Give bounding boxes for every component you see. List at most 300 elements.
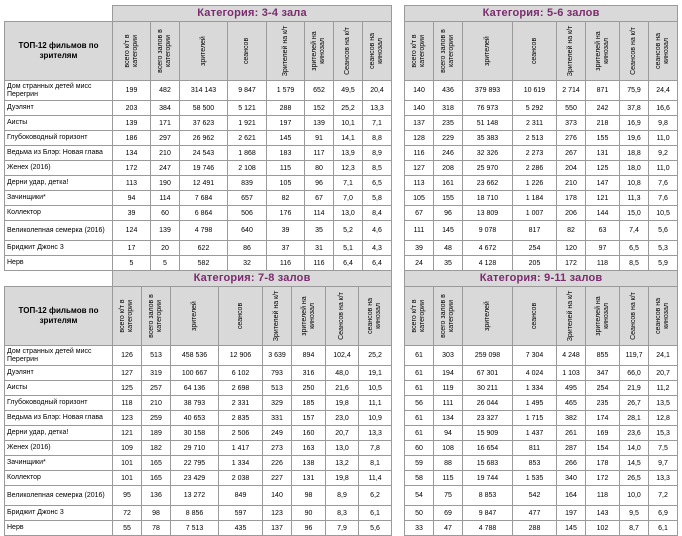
cell-value: 8,3 bbox=[326, 506, 359, 521]
cell-value: 7,1 bbox=[334, 176, 363, 191]
cell-value: 105 bbox=[405, 191, 434, 206]
cell-value: 303 bbox=[434, 346, 463, 366]
col-header: всего к/т в категории bbox=[123, 34, 139, 68]
cell-value: 138 bbox=[292, 456, 326, 471]
cell-value: 26,5 bbox=[620, 471, 649, 486]
cell-value: 319 bbox=[142, 366, 171, 381]
cell-value: 11,0 bbox=[649, 131, 678, 146]
cell-value: 60 bbox=[151, 206, 180, 221]
cell-value: 121 bbox=[113, 426, 142, 441]
cell-value: 247 bbox=[151, 161, 180, 176]
cell-value: 22 795 bbox=[171, 456, 219, 471]
cell-value: 235 bbox=[434, 116, 463, 131]
cell-value: 849 bbox=[219, 486, 263, 506]
table-row bbox=[405, 241, 678, 256]
cell-value: 2 311 bbox=[513, 116, 557, 131]
cell-value: 161 bbox=[434, 176, 463, 191]
cell-value: 111 bbox=[405, 221, 434, 241]
cell-value: 5,6 bbox=[649, 221, 678, 241]
cell-value: 259 bbox=[142, 411, 171, 426]
cell-value: 7 684 bbox=[180, 191, 228, 206]
cell-value: 14,1 bbox=[334, 131, 363, 146]
cell-value: 242 bbox=[586, 101, 620, 116]
cell-value: 101 bbox=[113, 456, 142, 471]
cell-value: 23,6 bbox=[620, 426, 649, 441]
cell-value: 10,1 bbox=[334, 116, 363, 131]
col-header: сеансов на кинозал bbox=[655, 32, 671, 70]
cell-value: 622 bbox=[180, 241, 228, 256]
cell-value: 96 bbox=[305, 176, 334, 191]
col-header: сеансов bbox=[236, 302, 244, 330]
cell-value: 66,0 bbox=[620, 366, 649, 381]
cell-value: 246 bbox=[434, 146, 463, 161]
cell-value: 13 809 bbox=[463, 206, 513, 221]
cell-value: 6,4 bbox=[363, 256, 392, 271]
cell-value: 178 bbox=[586, 456, 620, 471]
cell-value: 4,6 bbox=[363, 221, 392, 241]
cell-value: 839 bbox=[228, 176, 267, 191]
cell-value: 19 746 bbox=[180, 161, 228, 176]
cell-value: 114 bbox=[151, 191, 180, 206]
cell-value: 13,0 bbox=[326, 441, 359, 456]
cell-value: 513 bbox=[142, 346, 171, 366]
cell-value: 160 bbox=[292, 426, 326, 441]
cell-value: 30 211 bbox=[463, 381, 513, 396]
film-title: Нерв bbox=[5, 521, 113, 536]
cell-value: 9 847 bbox=[228, 81, 267, 101]
film-title: Женех (2016) bbox=[5, 161, 113, 176]
table-5-6 bbox=[404, 5, 678, 271]
cell-value: 6 102 bbox=[219, 366, 263, 381]
col-header: Зрителей на к/т bbox=[281, 25, 289, 77]
table-3-4 bbox=[4, 5, 392, 271]
cell-value: 88 bbox=[434, 456, 463, 471]
cell-value: 1 579 bbox=[267, 81, 305, 101]
cell-value: 37 bbox=[267, 241, 305, 256]
cell-value: 61 bbox=[405, 426, 434, 441]
table-row bbox=[5, 101, 392, 116]
cell-value: 20,4 bbox=[363, 81, 392, 101]
cell-value: 1 007 bbox=[513, 206, 557, 221]
category-header: Категория: 7-8 залов bbox=[113, 271, 392, 287]
cell-value: 54 bbox=[405, 486, 434, 506]
cell-value: 61 bbox=[405, 366, 434, 381]
cell-value: 197 bbox=[267, 116, 305, 131]
cell-value: 7,4 bbox=[620, 221, 649, 241]
cell-value: 139 bbox=[305, 116, 334, 131]
cell-value: 14,0 bbox=[620, 441, 649, 456]
cell-value: 183 bbox=[267, 146, 305, 161]
cell-value: 116 bbox=[305, 256, 334, 271]
cell-value: 250 bbox=[292, 381, 326, 396]
cell-value: 16,9 bbox=[620, 116, 649, 131]
cell-value: 5,1 bbox=[334, 241, 363, 256]
cell-value: 210 bbox=[151, 146, 180, 161]
cell-value: 5,8 bbox=[363, 191, 392, 206]
cell-value: 257 bbox=[142, 381, 171, 396]
table-row bbox=[405, 471, 678, 486]
table-row bbox=[405, 366, 678, 381]
cell-value: 75,9 bbox=[620, 81, 649, 101]
cell-value: 5 bbox=[151, 256, 180, 271]
cell-value: 118 bbox=[113, 396, 142, 411]
col-header: Зрителей на к/т bbox=[567, 290, 574, 342]
cell-value: 23 327 bbox=[463, 411, 513, 426]
table-row bbox=[405, 346, 678, 366]
cell-value: 7,0 bbox=[334, 191, 363, 206]
cell-value: 114 bbox=[305, 206, 334, 221]
table-row bbox=[405, 396, 678, 411]
table-row bbox=[5, 471, 392, 486]
film-title: Дом странных детей мисс Перегрин bbox=[5, 346, 113, 366]
cell-value: 276 bbox=[557, 131, 586, 146]
cell-value: 75 bbox=[434, 486, 463, 506]
cell-value: 15,3 bbox=[649, 426, 678, 441]
cell-value: 111 bbox=[434, 396, 463, 411]
cell-value: 7,2 bbox=[649, 486, 678, 506]
cell-value: 128 bbox=[405, 131, 434, 146]
cell-value: 2 698 bbox=[219, 381, 263, 396]
cell-value: 95 bbox=[113, 486, 142, 506]
cell-value: 316 bbox=[292, 366, 326, 381]
cell-value: 140 bbox=[405, 81, 434, 101]
film-title: Коллектор bbox=[5, 206, 113, 221]
cell-value: 17 bbox=[113, 241, 151, 256]
cell-value: 59 bbox=[405, 456, 434, 471]
table-row bbox=[5, 206, 392, 221]
cell-value: 24,1 bbox=[649, 346, 678, 366]
cell-value: 78 bbox=[142, 521, 171, 536]
col-header: сеансов на кинозал bbox=[655, 297, 671, 335]
cell-value: 297 bbox=[151, 131, 180, 146]
cell-value: 8,4 bbox=[363, 206, 392, 221]
cell-value: 597 bbox=[219, 506, 263, 521]
cell-value: 7,5 bbox=[649, 441, 678, 456]
cell-value: 6,5 bbox=[620, 241, 649, 256]
cell-value: 102 bbox=[586, 521, 620, 536]
cell-value: 190 bbox=[151, 176, 180, 191]
table-row bbox=[5, 486, 392, 506]
table-row bbox=[405, 441, 678, 456]
col-header: Зрителей на к/т bbox=[567, 25, 574, 77]
cell-value: 11,0 bbox=[649, 161, 678, 176]
cell-value: 80 bbox=[305, 161, 334, 176]
cell-value: 8,5 bbox=[620, 256, 649, 271]
cell-value: 189 bbox=[142, 426, 171, 441]
cell-value: 5,6 bbox=[359, 521, 392, 536]
cell-value: 15 683 bbox=[463, 456, 513, 471]
cell-value: 8,1 bbox=[359, 456, 392, 471]
cell-value: 2 835 bbox=[219, 411, 263, 426]
table-row bbox=[405, 456, 678, 471]
cell-value: 379 893 bbox=[463, 81, 513, 101]
cell-value: 2 714 bbox=[557, 81, 586, 101]
film-title: Зачинщики* bbox=[5, 191, 113, 206]
table-row bbox=[405, 146, 678, 161]
cell-value: 506 bbox=[228, 206, 267, 221]
cell-value: 165 bbox=[142, 456, 171, 471]
cell-value: 120 bbox=[557, 241, 586, 256]
cell-value: 118 bbox=[586, 256, 620, 271]
table-row bbox=[405, 256, 678, 271]
cell-value: 6,5 bbox=[363, 176, 392, 191]
table-row bbox=[405, 101, 678, 116]
cell-value: 331 bbox=[263, 411, 292, 426]
cell-value: 13,2 bbox=[326, 456, 359, 471]
film-title: Женех (2016) bbox=[5, 441, 113, 456]
cell-value: 9,5 bbox=[620, 506, 649, 521]
cell-value: 98 bbox=[142, 506, 171, 521]
cell-value: 58 bbox=[405, 471, 434, 486]
cell-value: 853 bbox=[513, 456, 557, 471]
cell-value: 4,3 bbox=[363, 241, 392, 256]
film-title: Аисты bbox=[5, 381, 113, 396]
cell-value: 2 513 bbox=[513, 131, 557, 146]
cell-value: 24 bbox=[405, 256, 434, 271]
table-row bbox=[405, 191, 678, 206]
cell-value: 117 bbox=[305, 146, 334, 161]
cell-value: 229 bbox=[434, 131, 463, 146]
cell-value: 174 bbox=[586, 411, 620, 426]
film-title: Коллектор bbox=[5, 471, 113, 486]
cell-value: 69 bbox=[434, 506, 463, 521]
cell-value: 550 bbox=[557, 101, 586, 116]
cell-value: 155 bbox=[434, 191, 463, 206]
cell-value: 37 623 bbox=[180, 116, 228, 131]
cell-value: 4 672 bbox=[463, 241, 513, 256]
cell-value: 9,7 bbox=[649, 456, 678, 471]
cell-value: 48 bbox=[434, 241, 463, 256]
cell-value: 13 272 bbox=[171, 486, 219, 506]
table-row bbox=[5, 366, 392, 381]
cell-value: 12 491 bbox=[180, 176, 228, 191]
cell-value: 152 bbox=[305, 101, 334, 116]
cell-value: 32 326 bbox=[463, 146, 513, 161]
film-title: Ведьма из Блэр: Новая глава bbox=[5, 146, 113, 161]
cell-value: 373 bbox=[557, 116, 586, 131]
cell-value: 140 bbox=[263, 486, 292, 506]
cell-value: 5 121 bbox=[228, 101, 267, 116]
cell-value: 1 184 bbox=[513, 191, 557, 206]
cell-value: 3 639 bbox=[263, 346, 292, 366]
cell-value: 60 bbox=[405, 441, 434, 456]
cell-value: 134 bbox=[113, 146, 151, 161]
cell-value: 145 bbox=[434, 221, 463, 241]
cell-value: 8,7 bbox=[620, 521, 649, 536]
cell-value: 194 bbox=[434, 366, 463, 381]
cell-value: 13,3 bbox=[359, 426, 392, 441]
cell-value: 131 bbox=[586, 146, 620, 161]
cell-value: 21,6 bbox=[326, 381, 359, 396]
col-header: сеансов bbox=[530, 302, 538, 330]
cell-value: 10,8 bbox=[620, 176, 649, 191]
cell-value: 139 bbox=[113, 116, 151, 131]
cell-value: 20,7 bbox=[326, 426, 359, 441]
category-header: Категория: 3-4 зала bbox=[113, 6, 392, 22]
table-row bbox=[5, 426, 392, 441]
film-title: Зачинщики* bbox=[5, 456, 113, 471]
film-title: Глубоководный горизонт bbox=[5, 396, 113, 411]
cell-value: 2 286 bbox=[513, 161, 557, 176]
cell-value: 12,3 bbox=[334, 161, 363, 176]
table-row bbox=[405, 81, 678, 101]
cell-value: 63 bbox=[586, 221, 620, 241]
cell-value: 55 bbox=[113, 521, 142, 536]
category-header: Категория: 5-6 залов bbox=[405, 6, 678, 22]
cell-value: 82 bbox=[267, 191, 305, 206]
cell-value: 254 bbox=[513, 241, 557, 256]
cell-value: 206 bbox=[557, 206, 586, 221]
cell-value: 137 bbox=[263, 521, 292, 536]
col-header: всего к/т в категории bbox=[411, 34, 426, 68]
cell-value: 109 bbox=[113, 441, 142, 456]
cell-value: 127 bbox=[405, 161, 434, 176]
film-title: Аисты bbox=[5, 116, 113, 131]
table-row bbox=[5, 411, 392, 426]
cell-value: 7,6 bbox=[649, 191, 678, 206]
cell-value: 157 bbox=[292, 411, 326, 426]
cell-value: 465 bbox=[557, 396, 586, 411]
cell-value: 123 bbox=[113, 411, 142, 426]
cell-value: 11,3 bbox=[620, 191, 649, 206]
cell-value: 113 bbox=[113, 176, 151, 191]
col-header: Сеансов на к/т bbox=[338, 292, 345, 340]
film-title: Глубоководный горизонт bbox=[5, 131, 113, 146]
cell-value: 13,9 bbox=[334, 146, 363, 161]
table-row bbox=[5, 441, 392, 456]
cell-value: 119 bbox=[434, 381, 463, 396]
cell-value: 125 bbox=[113, 381, 142, 396]
cell-value: 176 bbox=[267, 206, 305, 221]
table-row bbox=[405, 381, 678, 396]
cell-value: 67 bbox=[405, 206, 434, 221]
cell-value: 50 bbox=[405, 506, 434, 521]
cell-value: 96 bbox=[292, 521, 326, 536]
cell-value: 98 bbox=[292, 486, 326, 506]
cell-value: 817 bbox=[513, 221, 557, 241]
cell-value: 894 bbox=[292, 346, 326, 366]
cell-value: 1 103 bbox=[557, 366, 586, 381]
cell-value: 266 bbox=[557, 456, 586, 471]
cell-value: 39 bbox=[113, 206, 151, 221]
film-title: Дерни удар, детка! bbox=[5, 176, 113, 191]
cell-value: 121 bbox=[586, 191, 620, 206]
cell-value: 1 535 bbox=[513, 471, 557, 486]
film-title: Бриджит Джонс 3 bbox=[5, 241, 113, 256]
cell-value: 61 bbox=[405, 411, 434, 426]
table-row bbox=[405, 521, 678, 536]
table-row bbox=[5, 191, 392, 206]
cell-value: 154 bbox=[586, 441, 620, 456]
col-header: зрителей на кинозал bbox=[311, 31, 326, 71]
cell-value: 131 bbox=[292, 471, 326, 486]
col-header: зрителей bbox=[190, 301, 198, 331]
cell-value: 182 bbox=[142, 441, 171, 456]
cell-value: 51 148 bbox=[463, 116, 513, 131]
cell-value: 49,5 bbox=[334, 81, 363, 101]
cell-value: 82 bbox=[557, 221, 586, 241]
col-header: сеансов на кинозал bbox=[367, 297, 383, 335]
cell-value: 100 667 bbox=[171, 366, 219, 381]
table-row bbox=[5, 381, 392, 396]
film-title: Великолепная семерка (2016) bbox=[5, 486, 113, 506]
cell-value: 8 853 bbox=[463, 486, 513, 506]
cell-value: 1 437 bbox=[513, 426, 557, 441]
table-row bbox=[5, 176, 392, 191]
cell-value: 340 bbox=[557, 471, 586, 486]
cell-value: 6 864 bbox=[180, 206, 228, 221]
cell-value: 11,4 bbox=[359, 471, 392, 486]
table-row bbox=[405, 116, 678, 131]
cell-value: 26 962 bbox=[180, 131, 228, 146]
cell-value: 4 788 bbox=[463, 521, 513, 536]
cell-value: 19,6 bbox=[620, 131, 649, 146]
table-row bbox=[5, 396, 392, 411]
cell-value: 652 bbox=[305, 81, 334, 101]
cell-value: 116 bbox=[405, 146, 434, 161]
col-header: зрителей bbox=[483, 36, 491, 66]
film-title: Дом странных детей мисс Перегрин bbox=[5, 81, 113, 101]
cell-value: 436 bbox=[434, 81, 463, 101]
cell-value: 5,9 bbox=[649, 256, 678, 271]
cell-value: 314 143 bbox=[180, 81, 228, 101]
cell-value: 165 bbox=[142, 471, 171, 486]
cell-value: 26 044 bbox=[463, 396, 513, 411]
table-row bbox=[5, 256, 392, 271]
cell-value: 2 108 bbox=[228, 161, 267, 176]
cell-value: 125 bbox=[586, 161, 620, 176]
cell-value: 40 653 bbox=[171, 411, 219, 426]
col-header: зрителей на кинозал bbox=[300, 296, 316, 336]
cell-value: 6,9 bbox=[649, 506, 678, 521]
cell-value: 495 bbox=[557, 381, 586, 396]
cell-value: 86 bbox=[228, 241, 267, 256]
table-row bbox=[405, 221, 678, 241]
cell-value: 113 bbox=[405, 176, 434, 191]
cell-value: 871 bbox=[586, 81, 620, 101]
cell-value: 67 301 bbox=[463, 366, 513, 381]
film-title: Дуэлянт bbox=[5, 366, 113, 381]
cell-value: 13,5 bbox=[649, 396, 678, 411]
table-row bbox=[405, 161, 678, 176]
col-header: Сеансов на к/т bbox=[344, 27, 351, 75]
cell-value: 7,6 bbox=[649, 176, 678, 191]
cell-value: 384 bbox=[151, 101, 180, 116]
cell-value: 124 bbox=[113, 221, 151, 241]
col-header: всего залов в категории bbox=[157, 29, 172, 73]
table-row bbox=[5, 456, 392, 471]
col-header: сеансов bbox=[243, 37, 250, 65]
cell-value: 94 bbox=[113, 191, 151, 206]
cell-value: 855 bbox=[586, 346, 620, 366]
cell-value: 2 621 bbox=[228, 131, 267, 146]
cell-value: 18 710 bbox=[463, 191, 513, 206]
cell-value: 210 bbox=[142, 396, 171, 411]
table-row bbox=[5, 221, 392, 241]
cell-value: 267 bbox=[557, 146, 586, 161]
cell-value: 205 bbox=[513, 256, 557, 271]
cell-value: 134 bbox=[434, 411, 463, 426]
cell-value: 143 bbox=[586, 506, 620, 521]
cell-value: 169 bbox=[586, 426, 620, 441]
cell-value: 136 bbox=[142, 486, 171, 506]
cell-value: 1 921 bbox=[228, 116, 267, 131]
cell-value: 482 bbox=[151, 81, 180, 101]
table-title: ТОП-12 фильмов по зрителям bbox=[5, 287, 113, 346]
cell-value: 10,5 bbox=[359, 381, 392, 396]
cell-value: 19 744 bbox=[463, 471, 513, 486]
film-title: Ведьма из Блэр: Новая глава bbox=[5, 411, 113, 426]
